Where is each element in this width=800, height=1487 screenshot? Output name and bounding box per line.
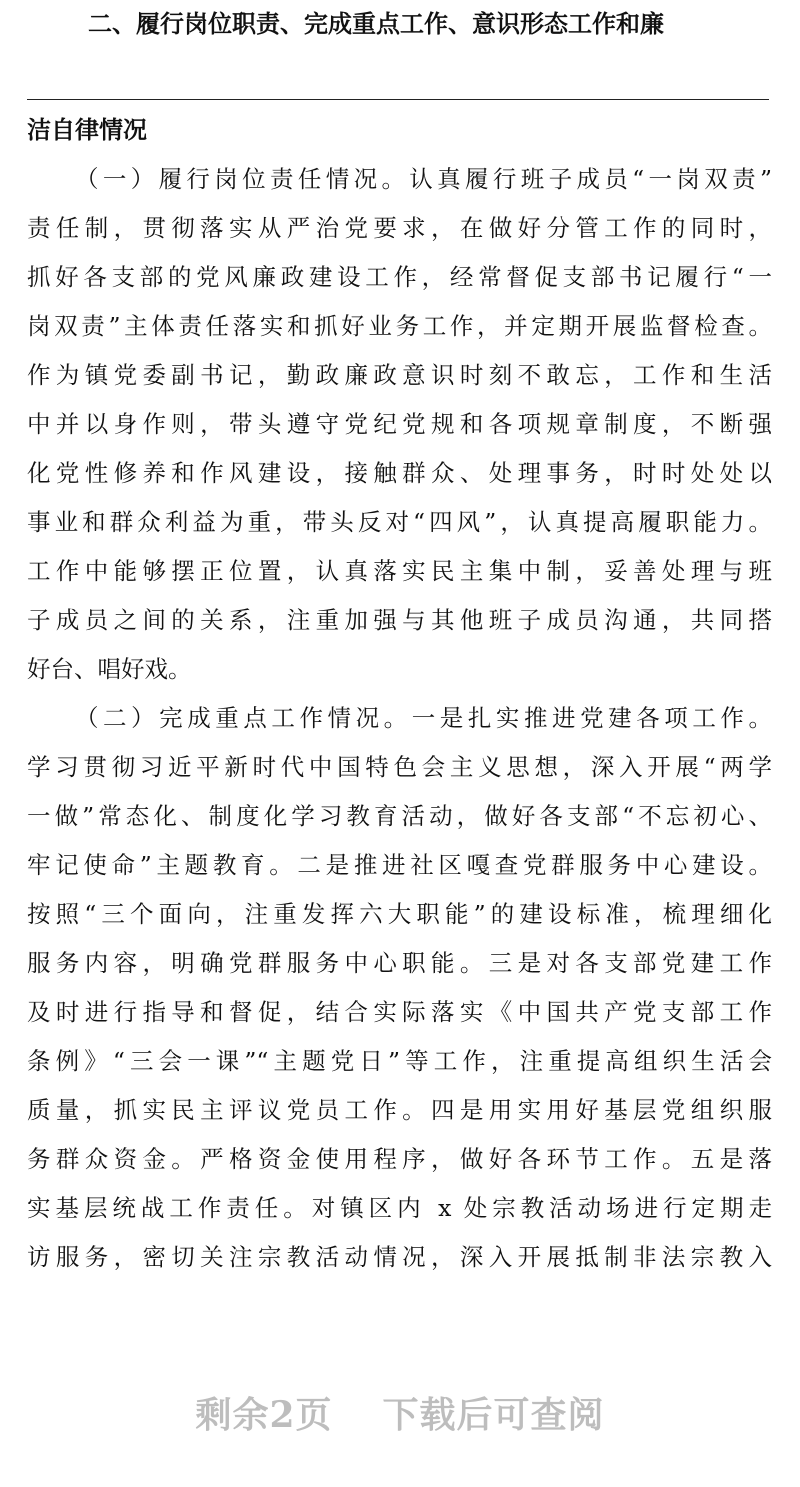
download-to-view-label: 下载后可查阅 <box>382 1394 605 1436</box>
paragraph-line: 按照“三个面向，注重发挥六大职能”的建设标准，梳理细化 <box>27 900 772 928</box>
download-prompt-banner[interactable] <box>0 1387 800 1438</box>
paragraph-line: 岗双责”主体责任落实和抓好业务工作，并定期开展监督检查。 <box>27 312 772 340</box>
paragraph-line: 子成员之间的关系，注重加强与其他班子成员沟通，共同搭 <box>27 606 772 634</box>
section-heading: 二、履行岗位职责、完成重点工作、意识形态工作和廉 <box>88 10 664 38</box>
paragraph-line: 及时进行指导和督促，结合实际落实《中国共产党支部工作 <box>27 998 772 1026</box>
remaining-pages-label: 剩余2页 <box>195 1394 333 1436</box>
paragraph-line: 条例》“三会一课”“主题党日”等工作，注重提高组织生活会 <box>27 1047 772 1075</box>
paragraph-line: 抓好各支部的党风廉政建设工作，经常督促支部书记履行“一 <box>27 263 772 291</box>
paragraph-line: 中并以身作则，带头遵守党纪党规和各项规章制度，不断强 <box>27 410 772 438</box>
paragraph-line: 一做”常态化、制度化学习教育活动，做好各支部“不忘初心、 <box>27 802 772 830</box>
paragraph-line: 质量，抓实民主评议党员工作。四是用实用好基层党组织服 <box>27 1096 772 1124</box>
paragraph-line: 实基层统战工作责任。对镇区内 x 处宗教活动场进行定期走 <box>27 1194 772 1222</box>
paragraph-line: 事业和群众利益为重，带头反对“四风”，认真提高履职能力。 <box>27 508 772 536</box>
document-body <box>27 155 772 1282</box>
paragraph-line: （一）履行岗位责任情况。认真履行班子成员“一岗双责” <box>75 165 772 193</box>
section-heading-continued: 洁自律情况 <box>27 116 147 144</box>
paragraph-line: 责任制，贯彻落实从严治党要求，在做好分管工作的同时， <box>27 214 772 242</box>
paragraph-line: 好台、唱好戏。 <box>27 655 192 683</box>
divider <box>27 99 769 100</box>
paragraph-line: 务群众资金。严格资金使用程序，做好各环节工作。五是落 <box>27 1145 772 1173</box>
paragraph-line: 学习贯彻习近平新时代中国特色会主义思想，深入开展“两学 <box>27 753 772 781</box>
paragraph-line: 牢记使命”主题教育。二是推进社区嘎查党群服务中心建设。 <box>27 851 772 879</box>
paragraph-line: 访服务，密切关注宗教活动情况，深入开展抵制非法宗教入 <box>27 1243 772 1271</box>
paragraph-line: （二）完成重点工作情况。一是扎实推进党建各项工作。 <box>75 704 772 732</box>
paragraph-line: 服务内容，明确党群服务中心职能。三是对各支部党建工作 <box>27 949 772 977</box>
paragraph-line: 工作中能够摆正位置，认真落实民主集中制，妥善处理与班 <box>27 557 772 585</box>
paragraph-line: 作为镇党委副书记，勤政廉政意识时刻不敢忘，工作和生活 <box>27 361 772 389</box>
paragraph-line: 化党性修养和作风建设，接触群众、处理事务，时时处处以 <box>27 459 772 487</box>
